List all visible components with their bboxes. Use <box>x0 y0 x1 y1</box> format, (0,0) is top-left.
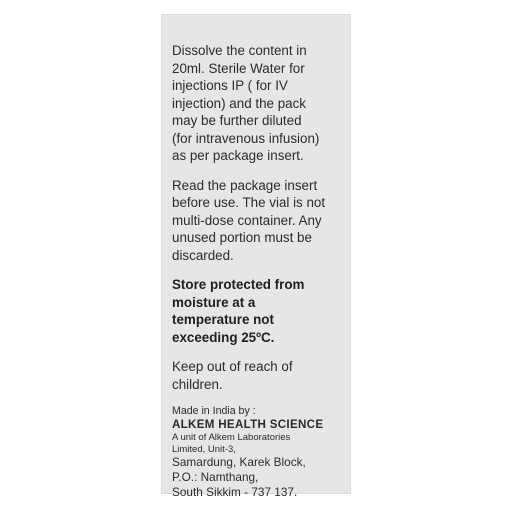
usage-instructions <box>172 42 347 165</box>
warning-line: children. <box>172 376 223 392</box>
manufacturer-info <box>172 405 347 500</box>
made-in-label: Made in India by : <box>172 405 256 417</box>
caution-line: multi-dose container. Any <box>172 212 322 228</box>
address-line: P.O.: Namthang, <box>172 470 259 484</box>
usage-line: (for intravenous infusion) <box>172 130 320 146</box>
caution-line: discarded. <box>172 247 234 263</box>
child-warning <box>172 358 347 393</box>
unit-line: Limited, Unit-3, <box>172 443 236 455</box>
caution-line: before use. The vial is not <box>172 195 326 210</box>
usage-line: injection) and the pack <box>172 95 306 111</box>
caution-line: unused portion must be <box>172 230 312 245</box>
storage-line: Store protected from <box>172 277 305 292</box>
address-line: South Sikkim - 737 137. <box>172 485 298 499</box>
caution-line: Read the package insert <box>172 177 318 193</box>
storage-line: temperature not <box>172 312 274 327</box>
usage-line: 20ml. Sterile Water for <box>172 60 305 76</box>
usage-line: may be further diluted <box>172 113 302 128</box>
storage-instructions <box>172 276 347 346</box>
storage-line: moisture at a <box>172 294 256 310</box>
usage-line: Dissolve the content in <box>172 43 307 58</box>
usage-line: injections IP ( for IV <box>172 78 288 93</box>
warning-line: Keep out of reach of <box>172 359 293 374</box>
company-name: ALKEM HEALTH SCIENCE <box>172 418 324 431</box>
storage-line: exceeding 25ºC. <box>172 329 275 345</box>
carton-label-text <box>172 42 347 500</box>
usage-line: as per package insert. <box>172 148 304 163</box>
parent-company: A unit of Alkem Laboratories <box>172 432 291 443</box>
address-line: Samardung, Karek Block, <box>172 455 306 469</box>
caution-note <box>172 177 347 265</box>
